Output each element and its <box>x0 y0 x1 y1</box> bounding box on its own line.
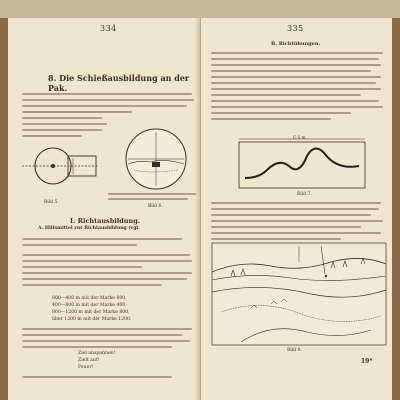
text-line <box>211 76 381 78</box>
text-line <box>22 105 187 107</box>
command-line-2: Zielt auf! <box>78 358 100 363</box>
text-line <box>211 70 371 72</box>
text-line <box>22 238 182 240</box>
text-line <box>22 278 187 280</box>
text-line <box>22 260 192 262</box>
text-line <box>22 266 142 268</box>
figure-6-caption: Bild 6. <box>148 204 163 209</box>
section-title: 8. Die Schießausbildung an der Pak. <box>48 73 190 93</box>
text-line <box>22 334 182 336</box>
text-line <box>22 129 102 131</box>
figure-8-landscape-sketch <box>211 242 387 346</box>
figure-5-caption: Bild 5. <box>44 200 59 205</box>
text-line <box>211 112 351 114</box>
text-line <box>211 232 381 234</box>
text-line <box>22 254 190 256</box>
text-line <box>211 220 383 222</box>
text-line <box>22 346 172 348</box>
figure-note-line <box>108 193 196 195</box>
text-line <box>211 226 361 228</box>
command-line-1: Ziel anspannen! <box>78 351 116 356</box>
text-line <box>211 88 381 90</box>
text-line <box>22 135 82 137</box>
figure-7-wave-diagram <box>237 136 367 190</box>
text-line <box>22 111 132 113</box>
subheading: A. Hilfsmittel zur Richtausbildung (vgl. <box>38 226 140 231</box>
page-number: 334 <box>100 24 117 33</box>
distance-line-1: 800—400 m mit der Marke 800, <box>52 296 127 301</box>
distance-line-2: 400—800 m mit der Marke 400, <box>52 303 127 308</box>
text-line <box>22 99 194 101</box>
text-line <box>211 58 379 60</box>
figure-5-sight-sketch <box>20 138 100 198</box>
figure-7-caption: Bild 7. <box>297 192 312 197</box>
command-line-3: Feuer! <box>78 365 94 370</box>
text-line <box>211 64 381 66</box>
text-line <box>22 328 192 330</box>
text-line <box>22 93 192 95</box>
text-line <box>211 238 341 240</box>
printer-signature: 19* <box>361 358 373 365</box>
subheading: B. Richtübungen. <box>271 41 321 47</box>
figure-note-line <box>108 198 188 200</box>
distance-line-3: 800—1200 m mit der Marke 800, <box>52 310 130 315</box>
page-number: 335 <box>287 24 304 33</box>
figure-8-caption: Bild 8. <box>287 348 302 353</box>
text-line <box>211 106 383 108</box>
text-line <box>22 376 172 378</box>
text-line <box>22 123 107 125</box>
text-line <box>22 117 102 119</box>
text-line <box>211 94 361 96</box>
figure-6-telescope-view <box>110 124 201 194</box>
text-line <box>22 340 190 342</box>
right-page <box>201 18 392 400</box>
text-line <box>22 284 162 286</box>
chapter-title: I. Richtausbildung. <box>70 217 141 225</box>
text-line <box>211 202 381 204</box>
text-line <box>211 52 383 54</box>
text-line <box>211 118 331 120</box>
text-line <box>211 208 379 210</box>
left-page <box>8 18 201 400</box>
text-line <box>211 214 371 216</box>
distance-line-4: über 1200 m mit der Marke 1200. <box>52 317 132 322</box>
text-line <box>211 100 379 102</box>
figure-7-label: E.S.m. <box>293 135 307 140</box>
text-line <box>22 244 137 246</box>
text-line <box>22 272 192 274</box>
open-book <box>0 18 400 400</box>
text-line <box>211 82 376 84</box>
